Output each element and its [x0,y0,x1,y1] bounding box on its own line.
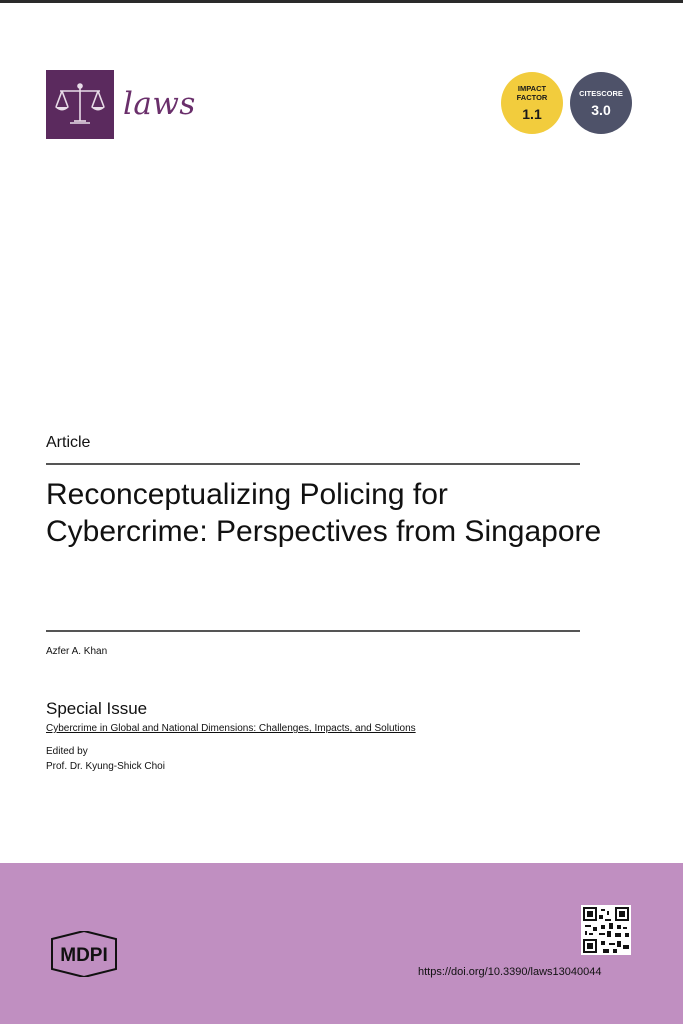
qr-code-icon[interactable] [581,905,631,955]
journal-logo [46,70,114,139]
mdpi-logo[interactable] [46,931,122,977]
impact-factor-label-1: IMPACT [517,84,547,93]
doi-link[interactable]: https://doi.org/10.3390/laws13040044 [418,966,602,978]
citescore-badge[interactable] [570,72,632,134]
citescore-label: CITESCORE [579,88,623,98]
special-issue-heading: Special Issue [46,699,148,718]
edited-by-label: Edited by [46,746,88,757]
impact-factor-label-2: FACTOR [516,93,548,102]
journal-name: laws [123,86,196,122]
publisher-name: MDPI [60,945,108,966]
article-type: Article [46,434,91,451]
special-issue-link[interactable]: Cybercrime in Global and National Dimensions: Challenges, Impacts, and Solutions [46,723,416,734]
top-border [0,0,683,3]
editor-name: Prof. Dr. Kyung-Shick Choi [46,761,165,772]
author-name: Azfer A. Khan [46,646,108,657]
impact-factor-badge[interactable] [501,72,563,134]
citescore-value: 3.0 [591,101,611,118]
impact-factor-value: 1.1 [522,106,542,122]
divider [46,463,580,465]
article-title: Reconceptualizing Policing for Cybercrime: Perspectives from Singapore [46,478,602,548]
scales-of-justice-icon [52,81,108,129]
divider [46,630,580,632]
